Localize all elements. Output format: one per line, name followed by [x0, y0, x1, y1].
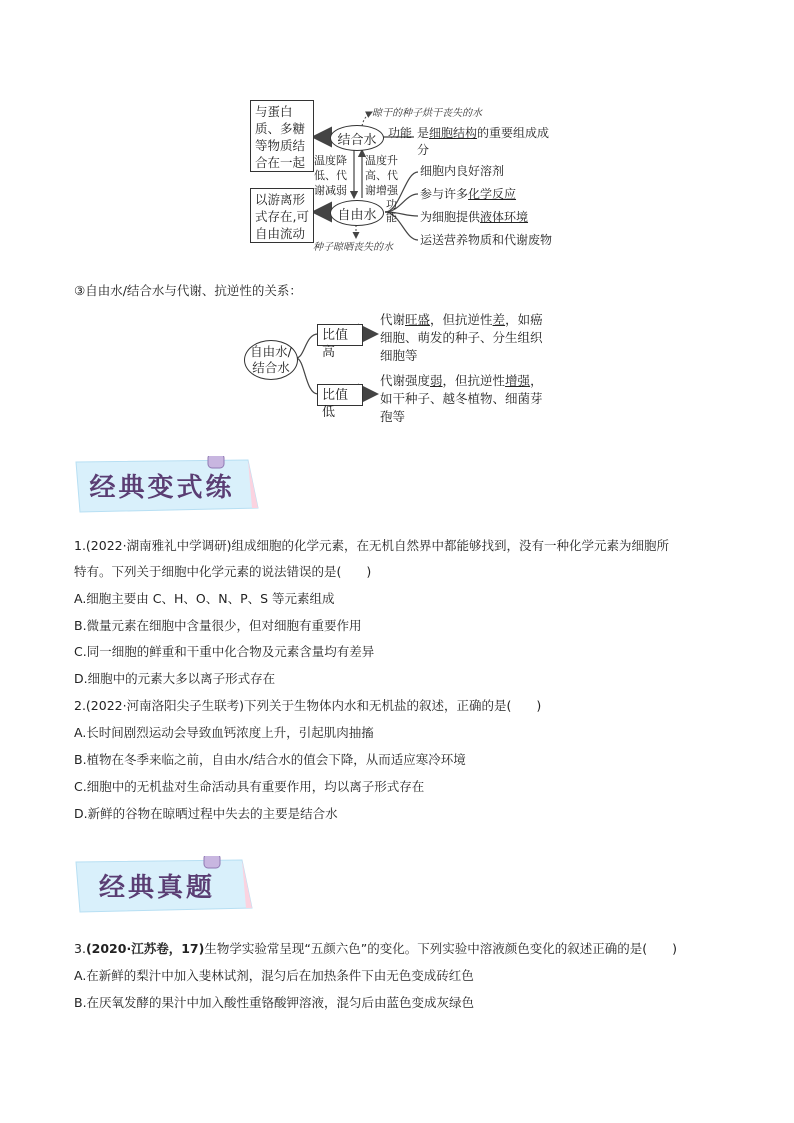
note-dried-seed-bound: 晾干的种子烘干丧失的水 [372, 108, 482, 119]
free-water-node: 自由水 [330, 200, 384, 226]
q2-option-b: B.植物在冬季来临之前，自由水/结合水的值会下降，从而适应寒冷环境 [74, 752, 466, 767]
ratio-low-box: 比值低 [317, 384, 363, 406]
ratio-low-p1: 代谢强度 [380, 373, 431, 388]
q1-option-d: D.细胞中的元素大多以离子形式存在 [74, 671, 276, 686]
arrow-up-label: 温度升高、代谢增强 [365, 154, 398, 197]
q3-stem-text: 生物学实验常呈现“五颜六色”的变化。下列实验中溶液颜色变化的叙述正确的是( ) [204, 941, 678, 956]
q2-option-d: D.新鲜的谷物在晾晒过程中失去的主要是结合水 [74, 806, 338, 821]
ratio-high-text [380, 311, 550, 365]
bound-func-text [417, 125, 557, 159]
ratio-high-p2: ，但抗逆性 [430, 312, 493, 327]
free-func-reaction-keyword: 化学反应 [468, 187, 517, 201]
q2-option-c: C.细胞中的无机盐对生命活动具有重要作用，均以离子形式存在 [74, 779, 425, 794]
q3-option-a: A.在新鲜的梨汁中加入斐林试剂，混匀后在加热条件下由无色变成砖红色 [74, 968, 474, 983]
q3-stem [74, 940, 677, 958]
note-dried-seed-free: 种子晾晒丧失的水 [313, 242, 393, 253]
ratio-low-u2: 增强 [505, 373, 531, 388]
free-func-environment-keyword: 液体环境 [480, 210, 529, 224]
q3-source: (2020·江苏卷，17) [85, 941, 205, 956]
free-func-label: 功能 [386, 198, 397, 224]
q1-option-a: A.细胞主要由 C、H、O、N、P、S 等元素组成 [74, 591, 335, 606]
q1-option-c: C.同一细胞的鲜重和干重中化合物及元素含量均有差异 [74, 644, 375, 659]
bound-water-node: 结合水 [330, 125, 384, 151]
free-func-reaction-pre: 参与许多 [420, 187, 469, 201]
q3-option-b: B.在厌氧发酵的果汁中加入酸性重铬酸钾溶液，混匀后由蓝色变成灰绿色 [74, 995, 475, 1010]
q1-stem-line2: 特有。下列关于细胞中化学元素的说法错误的是( ) [74, 564, 372, 579]
free-func-solvent: 细胞内良好溶剂 [420, 164, 505, 178]
q2-option-a: A.长时间剧烈运动会导致血钙浓度上升，引起肌肉抽搐 [74, 725, 374, 740]
ratio-high-box: 比值高 [317, 324, 363, 346]
ratio-high-u1: 旺盛 [405, 312, 431, 327]
arrow-down-label: 温度降低、代谢减弱 [314, 154, 347, 197]
bound-func-label: 功能 [388, 126, 413, 140]
bound-func-keyword: 细胞结构 [429, 126, 478, 140]
bound-func-suffix: 的重要组成成分 [417, 126, 550, 157]
free-func-transport: 运送营养物质和代谢废物 [420, 233, 553, 247]
q1-stem-line1: 1.(2022·湖南雅礼中学调研)组成细胞的化学元素，在无机自然界中都能够找到，没有一种化学元素为细胞所 [74, 538, 669, 553]
ratio-low-text [380, 372, 550, 426]
banner-classic-exam [72, 856, 257, 914]
free-func-environment [420, 209, 528, 226]
q1-option-b: B.微量元素在细胞中含量很少，但对细胞有重要作用 [74, 618, 362, 633]
bound-func-prefix: 是 [417, 126, 430, 140]
banner-exam-title: 经典真题 [98, 872, 215, 903]
free-func-reaction [420, 186, 516, 203]
bound-water-state-box: 与蛋白质、多糖等物质结合在一起 [250, 100, 314, 172]
ratio-high-u2: 差 [492, 312, 506, 327]
ratio-center-node: 自由水/结合水 [244, 340, 298, 380]
banner-variant-title: 经典变式练 [89, 472, 235, 503]
ratio-low-u1: 弱 [430, 373, 443, 388]
q2-stem: 2.(2022·河南洛阳尖子生联考)下列关于生物体内水和无机盐的叙述，正确的是( ) [74, 698, 542, 713]
ratio-high-p3: ，如癌细胞、萌发的种子、分生组织细胞等 [380, 312, 543, 363]
ratio-high-p1: 代谢 [380, 312, 406, 327]
banner-variant-practice [72, 456, 262, 514]
free-func-environment-pre: 为细胞提供 [420, 210, 481, 224]
free-water-state-box: 以游离形式存在,可自由流动 [250, 188, 314, 243]
section-3-label: ③自由水/结合水与代谢、抗逆性的关系： [74, 283, 302, 298]
q3-number: 3. [74, 941, 86, 956]
ratio-low-p3: ，如干种子、越冬植物、细菌芽孢等 [380, 373, 543, 424]
ratio-low-p2: ，但抗逆性 [442, 373, 506, 388]
